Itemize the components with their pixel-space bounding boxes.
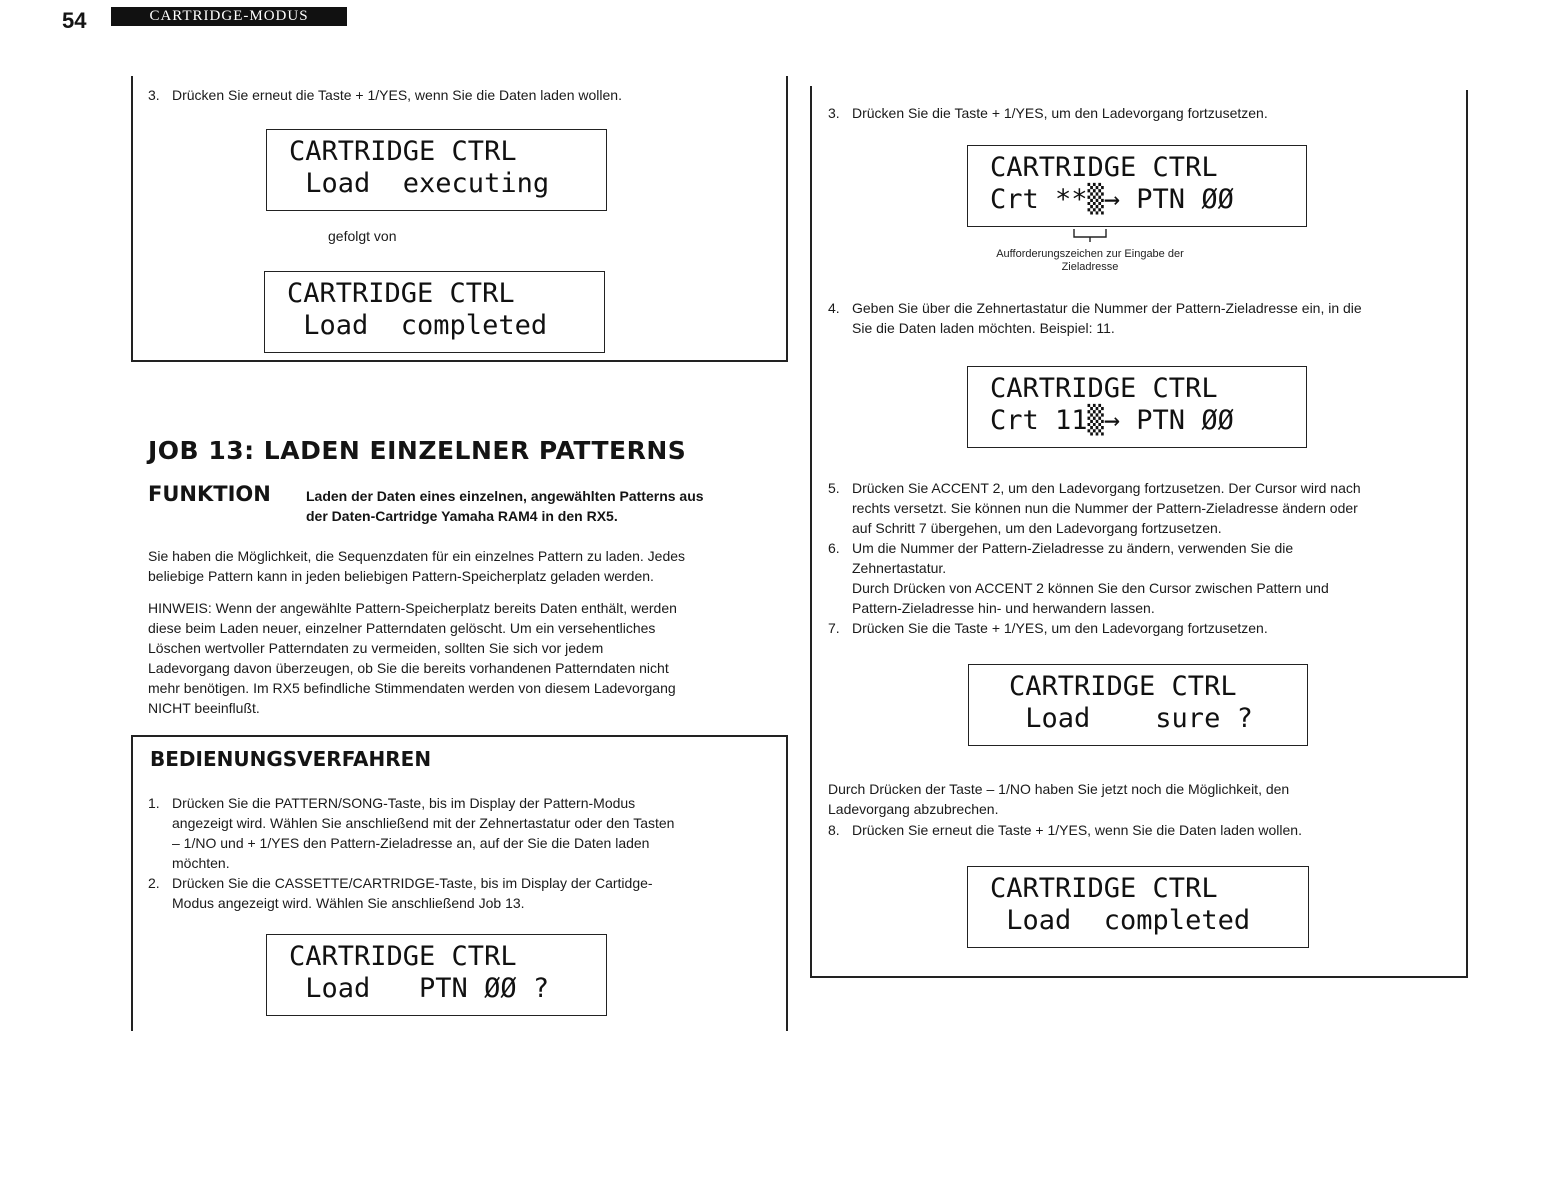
paragraph-line: HINWEIS: Wenn der angewählte Pattern-Speicherplatz bereits Daten enthält, werden <box>148 600 677 616</box>
lcd-crt-prompt <box>967 145 1307 227</box>
note-line: Durch Drücken der Taste – 1/NO haben Sie jetzt noch die Möglichkeit, den <box>828 781 1290 797</box>
step-text: Drücken Sie erneut die Taste + 1/YES, wenn Sie die Daten laden wollen. <box>172 87 622 103</box>
step-line: Zehnertastatur. <box>852 560 947 576</box>
step-number: 6. <box>828 540 840 556</box>
right-box-right-rule <box>1466 90 1468 977</box>
right-box-bottom-rule <box>810 976 1468 978</box>
step-number: 7. <box>828 620 840 636</box>
lcd-line-2: Crt **▒→ PTN ØØ <box>990 184 1234 215</box>
step-line: auf Schritt 7 übergehen, um den Ladevorgang fortzusetzen. <box>852 520 1222 536</box>
step-line: Drücken Sie die CASSETTE/CARTRIDGE-Taste, bis im Display der Cartidge- <box>172 875 653 891</box>
note-line: Ladevorgang abzubrechen. <box>828 801 999 817</box>
lcd-load-completed-right <box>967 866 1309 948</box>
step-line: Sie die Daten laden möchten. Beispiel: 11. <box>852 320 1115 336</box>
step-line: Durch Drücken von ACCENT 2 können Sie den Cursor zwischen Pattern und <box>852 580 1329 596</box>
left-top-box-bottom-rule <box>131 360 788 362</box>
paragraph-line: mehr benötigen. Im RX5 befindliche Stimmendaten werden von diesem Ladevorgang <box>148 680 676 696</box>
lcd-line-2: Load sure ? <box>1009 703 1253 734</box>
procedure-box-top-rule <box>131 735 788 737</box>
step-text: Drücken Sie die Taste + 1/YES, um den Ladevorgang fortzusetzen. <box>852 620 1268 636</box>
caption-line: Zieladresse <box>1061 261 1119 273</box>
lcd-line-1: CARTRIDGE CTRL <box>990 152 1218 183</box>
cursor-caption <box>960 248 1220 274</box>
abort-note <box>828 779 1458 819</box>
lcd-load-executing <box>266 129 607 211</box>
step-text: Drücken Sie erneut die Taste + 1/YES, wenn Sie die Daten laden wollen. <box>852 822 1302 838</box>
step-line: – 1/NO und + 1/YES den Pattern-Zieladresse an, auf der Sie die Daten laden <box>172 835 650 851</box>
lcd-line-2: Load PTN ØØ ? <box>289 973 550 1004</box>
funktion-label: FUNKTION <box>148 482 271 506</box>
lcd-line-2: Load executing <box>289 168 550 199</box>
lcd-line-1: CARTRIDGE CTRL <box>289 941 517 972</box>
hinweis-paragraph <box>148 598 778 718</box>
lcd-load-sure <box>968 664 1308 746</box>
procedure-title: BEDIENUNGSVERFAHREN <box>150 747 432 771</box>
step-number: 1. <box>148 795 160 811</box>
step-line: angezeigt wird. Wählen Sie anschließend mit der Zehnertastatur oder den Tasten <box>172 815 675 831</box>
left-top-box-right-rule <box>786 76 788 361</box>
step-number: 5. <box>828 480 840 496</box>
left-top-box-left-rule <box>131 76 133 361</box>
followed-by-label: gefolgt von <box>328 228 397 244</box>
procedure-box-right-rule <box>786 735 788 1031</box>
step-line: Geben Sie über die Zehnertastatur die Nummer der Pattern-Zieladresse ein, in die <box>852 300 1362 316</box>
paragraph-line: diese beim Laden neuer, einzelner Patterndaten gelöscht. Um ein versehentliches <box>148 620 656 636</box>
step-line: Drücken Sie die PATTERN/SONG-Taste, bis im Display der Pattern-Modus <box>172 795 636 811</box>
lcd-line-1: CARTRIDGE CTRL <box>289 136 517 167</box>
intro-paragraph <box>148 546 778 586</box>
lcd-line-1: CARTRIDGE CTRL <box>1009 671 1237 702</box>
paragraph-line: Löschen wertvoller Patterndaten zu vermeiden, sollten Sie sich vor jedem <box>148 640 604 656</box>
lcd-crt-11 <box>967 366 1307 448</box>
page-number: 54 <box>62 8 87 33</box>
lcd-line-1: CARTRIDGE CTRL <box>990 373 1218 404</box>
step-line: Drücken Sie ACCENT 2, um den Ladevorgang fortzusetzen. Der Cursor wird nach <box>852 480 1361 496</box>
step-text: Drücken Sie die Taste + 1/YES, um den Ladevorgang fortzusetzen. <box>852 105 1268 121</box>
step-number: 2. <box>148 875 160 891</box>
step-number: 8. <box>828 822 840 838</box>
job-title: JOB 13: LADEN EINZELNER PATTERNS <box>148 436 687 465</box>
lcd-line-1: CARTRIDGE CTRL <box>287 278 515 309</box>
paragraph-line: NICHT beeinflußt. <box>148 700 260 716</box>
lcd-load-ptn <box>266 934 607 1016</box>
step-line: rechts versetzt. Sie können nun die Nummer der Pattern-Zieladresse ändern oder <box>852 500 1358 516</box>
step-line: Um die Nummer der Pattern-Zieladresse zu ändern, verwenden Sie die <box>852 540 1294 556</box>
lcd-line-2: Crt 11▒→ PTN ØØ <box>990 405 1234 436</box>
procedure-box-left-rule <box>131 735 133 1031</box>
lcd-load-completed-left <box>264 271 605 353</box>
section-title-bar: CARTRIDGE-MODUS <box>111 7 347 26</box>
lcd-line-1: CARTRIDGE CTRL <box>990 873 1218 904</box>
step-line: Modus angezeigt wird. Wählen Sie anschließend Job 13. <box>172 895 525 911</box>
paragraph-line: Ladevorgang davon überzeugen, ob Sie die bereits vorhandenen Patterndaten nicht <box>148 660 669 676</box>
step-line: Pattern-Zieladresse hin- und herwandern lassen. <box>852 600 1155 616</box>
step-number: 3. <box>828 105 840 121</box>
step-number: 3. <box>148 87 160 103</box>
caption-line: Aufforderungszeichen zur Eingabe der <box>996 248 1184 260</box>
step-number: 4. <box>828 300 840 316</box>
funktion-description-line-2: der Daten-Cartridge Yamaha RAM4 in den RX5. <box>306 508 618 524</box>
cursor-bracket-icon <box>1070 227 1110 243</box>
lcd-line-2: Load completed <box>990 905 1251 936</box>
lcd-line-2: Load completed <box>287 310 548 341</box>
step-line: möchten. <box>172 855 230 871</box>
right-box-left-rule <box>810 86 812 977</box>
paragraph-line: Sie haben die Möglichkeit, die Sequenzdaten für ein einzelnes Pattern zu laden. Jedes <box>148 548 686 564</box>
funktion-description-line-1: Laden der Daten eines einzelnen, angewählten Patterns aus <box>306 488 704 504</box>
paragraph-line: beliebige Pattern kann in jeden beliebigen Pattern-Speicherplatz geladen werden. <box>148 568 654 584</box>
